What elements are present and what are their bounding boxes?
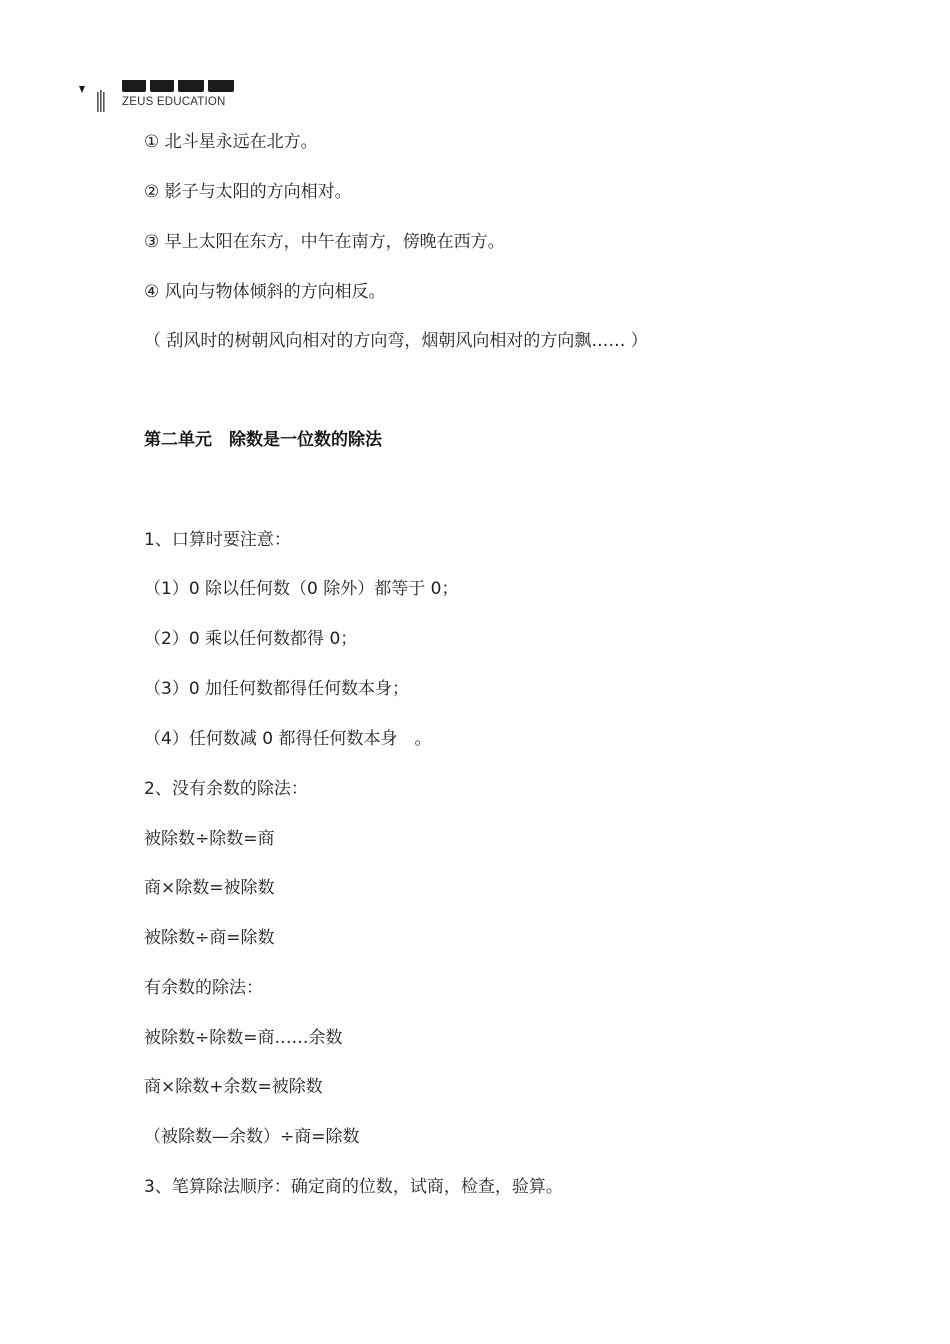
compass-fact-4: ④ 风向与物体倾斜的方向相反。	[144, 282, 386, 302]
unit-heading: 第二单元 除数是一位数的除法	[144, 430, 382, 450]
logo-chinese-wordmark	[120, 80, 238, 94]
compass-fact-2: ② 影子与太阳的方向相对。	[144, 182, 352, 202]
formula-6: （被除数—余数）÷商=除数	[144, 1127, 360, 1147]
formula-4: 被除数÷除数=商……余数	[144, 1028, 343, 1048]
rule-1: （1）0 除以任何数（0 除外）都等于 0；	[144, 579, 459, 599]
formula-1: 被除数÷除数=商	[144, 829, 275, 849]
rule-3: （3）0 加任何数都得任何数本身；	[144, 679, 410, 699]
section-2-title: 2、没有余数的除法：	[144, 779, 308, 799]
formula-3: 被除数÷商=除数	[144, 928, 275, 948]
compass-fact-note: （ 刮风时的树朝风向相对的方向弯，烟朝风向相对的方向飘…… ）	[144, 331, 648, 351]
formula-2: 商×除数=被除数	[144, 878, 275, 898]
remainder-division-title: 有余数的除法：	[144, 978, 263, 998]
rule-4: （4）任何数减 0 都得任何数本身 。	[144, 729, 432, 749]
compass-fact-3: ③ 早上太阳在东方，中午在南方，傍晚在西方。	[144, 232, 505, 252]
logo-mark-icon	[76, 80, 106, 114]
rule-2: （2）0 乘以任何数都得 0；	[144, 629, 358, 649]
section-3-title: 3、笔算除法顺序：确定商的位数，试商，检查，验算。	[144, 1177, 563, 1197]
section-1-title: 1、口算时要注意：	[144, 530, 291, 550]
zeus-education-logo	[76, 80, 246, 116]
logo-text: ZEUS EDUCATION	[122, 96, 226, 108]
formula-5: 商×除数+余数=被除数	[144, 1077, 323, 1097]
compass-fact-1: ① 北斗星永远在北方。	[144, 132, 318, 152]
